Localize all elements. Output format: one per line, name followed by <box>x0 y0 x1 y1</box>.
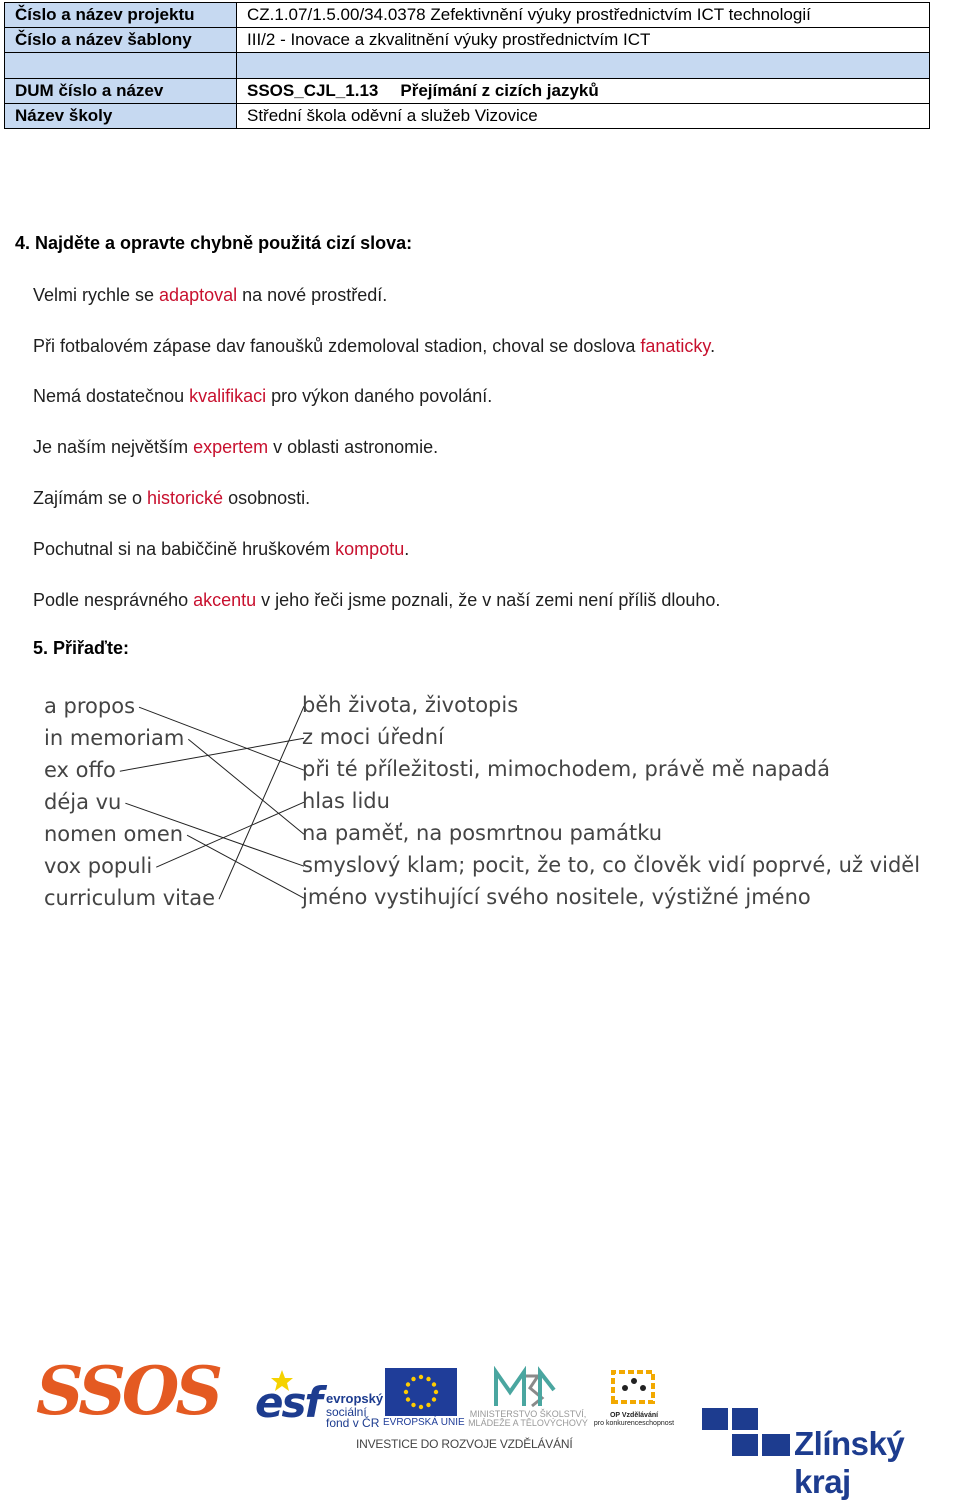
esf-logo: esf <box>255 1378 321 1427</box>
eu-flag-icon <box>385 1368 457 1416</box>
header-separator-right <box>237 53 930 79</box>
eu-star <box>426 1377 430 1381</box>
exercise4-sentence <box>33 437 438 458</box>
exercise4-sentence <box>33 488 310 509</box>
definition-item: smyslový klam; pocit, že to, co člověk vidí poprvé, už viděl <box>302 853 921 877</box>
header-row-template <box>5 28 930 53</box>
investment-caption: INVESTICE DO ROZVOJE VZDĚLÁVÁNÍ <box>356 1437 573 1451</box>
eu-star <box>434 1390 438 1394</box>
highlighted-word: adaptoval <box>159 285 238 305</box>
sentence-text: Zajímám se o <box>33 488 148 508</box>
sentence-text: Při fotbalovém zápase dav fanoušků zdemoloval stadion, choval se doslova <box>33 336 641 356</box>
header-row-project <box>5 3 930 28</box>
term-item: déja vu <box>44 790 122 814</box>
eu-star <box>432 1397 436 1401</box>
exercise4-sentence <box>33 285 387 306</box>
sentence-text: v jeho řeči jsme poznali, že v naší zemi není příliš dlouho. <box>256 590 721 610</box>
msmt-caption <box>464 1410 592 1428</box>
highlighted-word: expertem <box>193 437 269 457</box>
highlighted-word: fanaticky <box>640 336 711 356</box>
sentence-text: . <box>404 539 410 559</box>
ssos-school-logo: SSOS <box>36 1352 220 1430</box>
header-value-template: III/2 - Inovace a zkvalitnění výuky prostřednictvím ICT <box>237 28 930 53</box>
eu-star <box>406 1382 410 1386</box>
msmt-caption-line: MINISTERSTVO ŠKOLSTVÍ, <box>469 1409 587 1419</box>
term-item: curriculum vitae <box>44 886 216 910</box>
exercise4-sentence <box>33 336 715 357</box>
exercise4-title: 4. Najděte a opravte chybně použitá cizí slova: <box>15 233 413 253</box>
definition-item: jméno vystihující svého nositele, výstižné jméno <box>302 885 811 909</box>
op-caption-line: pro konkurenceschopnost <box>593 1420 675 1427</box>
sentence-text: Nemá dostatečnou <box>33 386 190 406</box>
term-item: in memoriam <box>44 726 185 750</box>
sentence-text: Podle nesprávného <box>33 590 194 610</box>
definition-item: při té příležitosti, mimochodem, právě mě napadá <box>302 757 830 781</box>
eu-star <box>432 1382 436 1386</box>
definition-item: na paměť, na posmrtnou památku <box>302 821 663 845</box>
header-row-school <box>5 104 930 129</box>
sentence-text: pro výkon daného povolání. <box>266 386 493 406</box>
zlinsky-kraj-logo-icon <box>702 1408 792 1464</box>
exercise4-sentence <box>33 386 492 407</box>
sentence-text: . <box>710 336 716 356</box>
definition-item: běh života, životopis <box>302 693 519 717</box>
header-value-dum <box>237 79 930 104</box>
sentence-text: na nové prostředí. <box>237 285 388 305</box>
header-separator-row <box>5 53 930 79</box>
highlighted-word: kvalifikaci <box>189 386 267 406</box>
esf-caption-line: fond v ČR <box>326 1416 380 1430</box>
eu-star <box>406 1397 410 1401</box>
header-separator-left <box>5 53 237 79</box>
eu-star <box>411 1377 415 1381</box>
term-item: ex offo <box>44 758 116 782</box>
header-label-dum: DUM číslo a název <box>5 79 237 104</box>
sentence-text: Velmi rychle se <box>33 285 160 305</box>
term-item: nomen omen <box>44 822 184 846</box>
eu-star <box>419 1405 423 1409</box>
header-label-template: Číslo a název šablony <box>5 28 237 53</box>
dum-topic: Přejímání z cizích jazyků <box>400 81 599 100</box>
zlinsky-kraj-logo: Zlínský kraj <box>794 1425 905 1500</box>
highlighted-word: historické <box>147 488 224 508</box>
eu-star <box>419 1375 423 1379</box>
matching-exercise <box>0 690 960 920</box>
highlighted-word: akcentu <box>193 590 257 610</box>
header-value-school: Střední škola oděvní a služeb Vizovice <box>237 104 930 129</box>
eu-star <box>404 1390 408 1394</box>
msmt-caption-line: MLÁDEŽE A TĚLOVÝCHOVY <box>468 1418 588 1428</box>
op-caption <box>592 1412 676 1428</box>
sentence-text: osobnosti. <box>223 488 311 508</box>
exercise4-sentence <box>33 539 409 560</box>
definition-item: z moci úřední <box>302 725 444 749</box>
match-line <box>188 739 304 834</box>
op-vzdelavani-logo-icon <box>607 1366 661 1410</box>
header-label-project: Číslo a název projektu <box>5 3 237 28</box>
highlighted-word: kompotu <box>335 539 405 559</box>
dum-code: SSOS_CJL_1.13 <box>247 81 379 100</box>
term-item: a propos <box>44 694 136 718</box>
definition-item: hlas lidu <box>302 789 390 813</box>
sentence-text: v oblasti astronomie. <box>268 437 439 457</box>
sentence-text: Je naším největším <box>33 437 194 457</box>
exercise4-sentence <box>33 590 720 611</box>
exercise5-title: 5. Přiřaďte: <box>33 638 129 658</box>
eu-star <box>426 1403 430 1407</box>
esf-caption-line: evropský <box>326 1391 384 1406</box>
header-value-project: CZ.1.07/1.5.00/34.0378 Zefektivnění výuky prostřednictvím ICT technologií <box>237 3 930 28</box>
match-line <box>219 706 304 899</box>
op-caption-line: OP Vzdělávání <box>609 1412 659 1419</box>
esf-caption-line: sociální <box>326 1405 367 1419</box>
msmt-logo-icon <box>490 1366 560 1410</box>
project-header-table <box>4 2 930 129</box>
header-row-dum <box>5 79 930 104</box>
sentence-text: Pochutnal si na babiččině hruškovém <box>33 539 336 559</box>
eu-caption: EVROPSKÁ UNIE <box>383 1417 465 1428</box>
eu-star <box>411 1403 415 1407</box>
header-label-school: Název školy <box>5 104 237 129</box>
term-item: vox populi <box>44 854 153 878</box>
